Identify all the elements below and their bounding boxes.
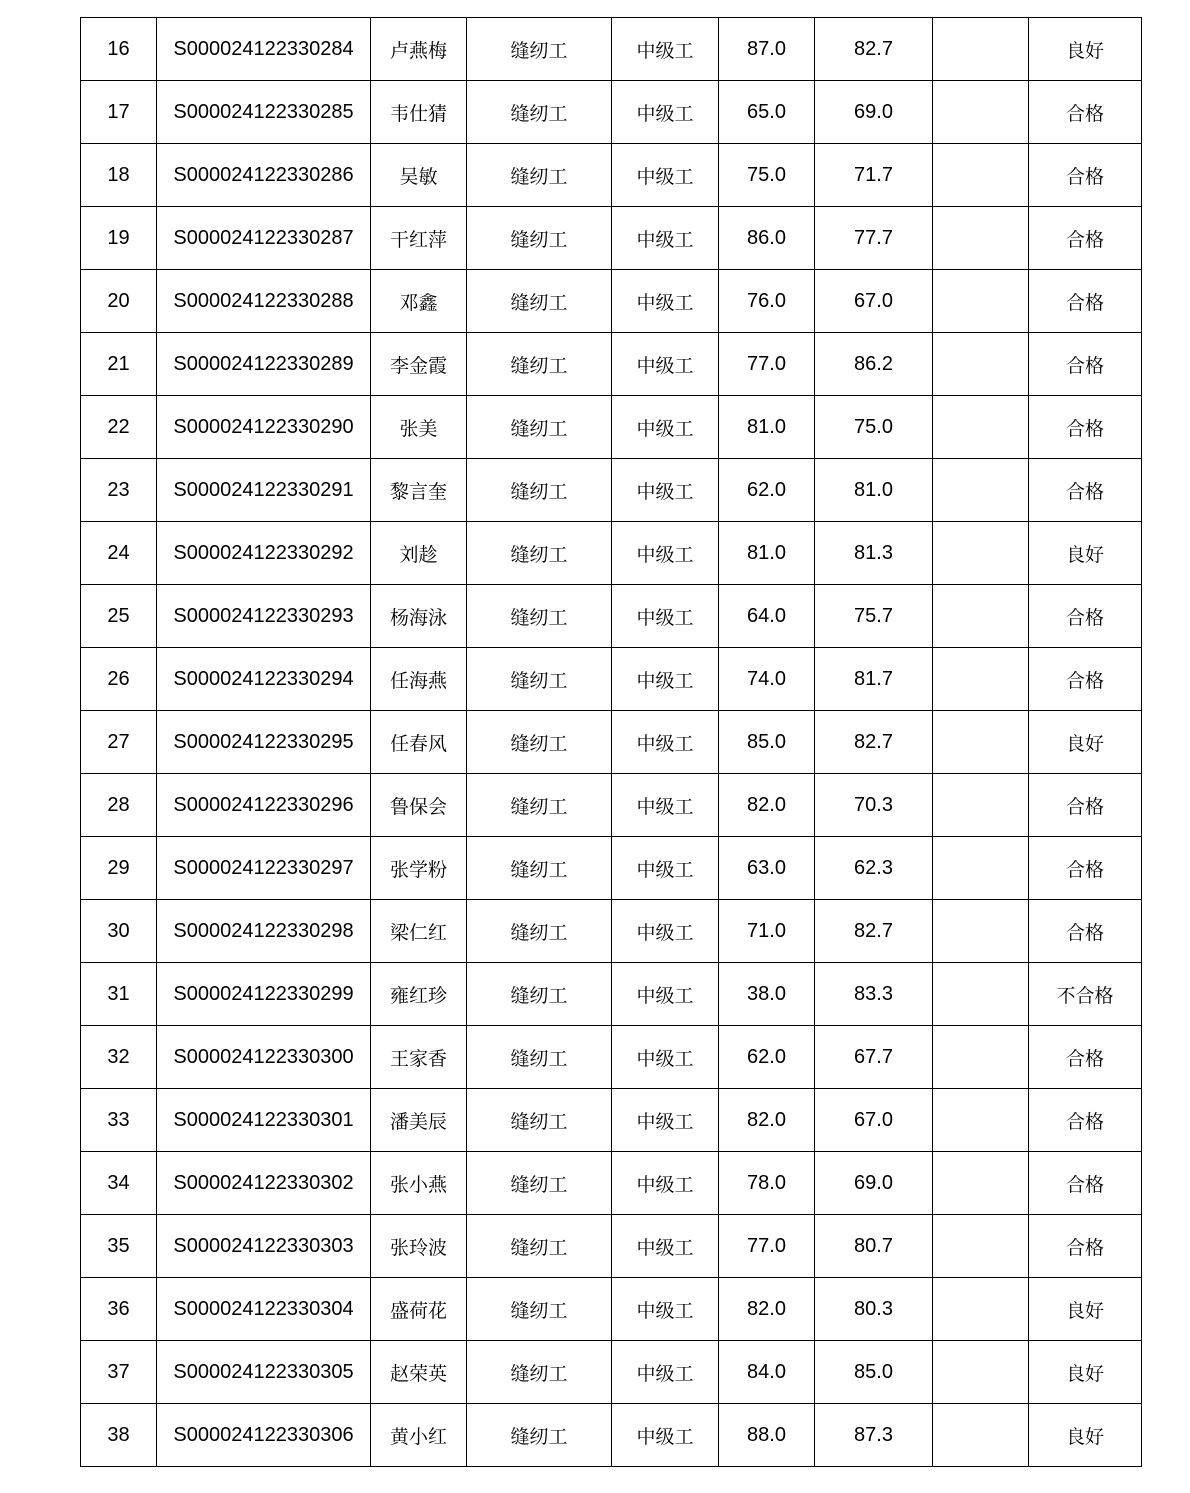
candidate-name-cell: 盛荷花 (371, 1278, 467, 1341)
row-number-cell: 18 (81, 144, 157, 207)
table-row (81, 585, 1142, 648)
table-row (81, 1341, 1142, 1404)
trade-cell: 缝纫工 (467, 1026, 612, 1089)
level-cell: 中级工 (612, 1152, 719, 1215)
row-number-cell: 32 (81, 1026, 157, 1089)
trade-cell: 缝纫工 (467, 144, 612, 207)
level-cell: 中级工 (612, 585, 719, 648)
trade-cell: 缝纫工 (467, 711, 612, 774)
blank-cell (933, 1278, 1029, 1341)
row-number-cell: 21 (81, 333, 157, 396)
table-row (81, 144, 1142, 207)
trade-cell: 缝纫工 (467, 1404, 612, 1467)
blank-cell (933, 81, 1029, 144)
theory-score-cell: 62.0 (719, 1026, 815, 1089)
level-cell: 中级工 (612, 459, 719, 522)
level-cell: 中级工 (612, 207, 719, 270)
candidate-id-cell: S000024122330287 (157, 207, 371, 270)
candidate-id-cell: S000024122330306 (157, 1404, 371, 1467)
trade-cell: 缝纫工 (467, 333, 612, 396)
row-number-cell: 26 (81, 648, 157, 711)
level-cell: 中级工 (612, 1278, 719, 1341)
theory-score-cell: 85.0 (719, 711, 815, 774)
candidate-id-cell: S000024122330295 (157, 711, 371, 774)
theory-score-cell: 87.0 (719, 18, 815, 81)
result-cell: 合格 (1029, 774, 1142, 837)
row-number-cell: 36 (81, 1278, 157, 1341)
table-row (81, 522, 1142, 585)
candidate-name-cell: 黄小红 (371, 1404, 467, 1467)
trade-cell: 缝纫工 (467, 1278, 612, 1341)
table-row (81, 270, 1142, 333)
candidate-id-cell: S000024122330284 (157, 18, 371, 81)
level-cell: 中级工 (612, 837, 719, 900)
theory-score-cell: 86.0 (719, 207, 815, 270)
result-cell: 合格 (1029, 1089, 1142, 1152)
blank-cell (933, 1026, 1029, 1089)
candidate-name-cell: 张小燕 (371, 1152, 467, 1215)
candidate-id-cell: S000024122330285 (157, 81, 371, 144)
candidate-id-cell: S000024122330301 (157, 1089, 371, 1152)
candidate-id-cell: S000024122330298 (157, 900, 371, 963)
candidate-name-cell: 梁仁红 (371, 900, 467, 963)
level-cell: 中级工 (612, 18, 719, 81)
theory-score-cell: 75.0 (719, 144, 815, 207)
result-cell: 合格 (1029, 333, 1142, 396)
level-cell: 中级工 (612, 648, 719, 711)
level-cell: 中级工 (612, 1089, 719, 1152)
table-row (81, 459, 1142, 522)
table-row (81, 1278, 1142, 1341)
table-row (81, 774, 1142, 837)
level-cell: 中级工 (612, 1341, 719, 1404)
trade-cell: 缝纫工 (467, 1089, 612, 1152)
blank-cell (933, 1215, 1029, 1278)
result-cell: 合格 (1029, 81, 1142, 144)
candidate-id-cell: S000024122330288 (157, 270, 371, 333)
theory-score-cell: 62.0 (719, 459, 815, 522)
row-number-cell: 25 (81, 585, 157, 648)
row-number-cell: 29 (81, 837, 157, 900)
candidate-name-cell: 刘趁 (371, 522, 467, 585)
table-row (81, 963, 1142, 1026)
candidate-name-cell: 赵荣英 (371, 1341, 467, 1404)
candidate-name-cell: 韦仕猜 (371, 81, 467, 144)
table-row (81, 711, 1142, 774)
table-row (81, 1404, 1142, 1467)
skill-score-cell: 82.7 (815, 711, 933, 774)
table-row (81, 18, 1142, 81)
theory-score-cell: 81.0 (719, 522, 815, 585)
skill-score-cell: 86.2 (815, 333, 933, 396)
candidate-name-cell: 张美 (371, 396, 467, 459)
trade-cell: 缝纫工 (467, 18, 612, 81)
candidate-name-cell: 吴敏 (371, 144, 467, 207)
trade-cell: 缝纫工 (467, 522, 612, 585)
result-cell: 合格 (1029, 144, 1142, 207)
row-number-cell: 23 (81, 459, 157, 522)
skill-score-cell: 70.3 (815, 774, 933, 837)
trade-cell: 缝纫工 (467, 81, 612, 144)
theory-score-cell: 84.0 (719, 1341, 815, 1404)
result-cell: 合格 (1029, 207, 1142, 270)
results-table (80, 17, 1142, 1467)
candidate-name-cell: 干红萍 (371, 207, 467, 270)
level-cell: 中级工 (612, 774, 719, 837)
candidate-id-cell: S000024122330299 (157, 963, 371, 1026)
result-cell: 合格 (1029, 270, 1142, 333)
skill-score-cell: 82.7 (815, 18, 933, 81)
blank-cell (933, 774, 1029, 837)
trade-cell: 缝纫工 (467, 207, 612, 270)
theory-score-cell: 38.0 (719, 963, 815, 1026)
table-row (81, 333, 1142, 396)
theory-score-cell: 71.0 (719, 900, 815, 963)
blank-cell (933, 837, 1029, 900)
candidate-name-cell: 邓鑫 (371, 270, 467, 333)
candidate-name-cell: 潘美辰 (371, 1089, 467, 1152)
trade-cell: 缝纫工 (467, 585, 612, 648)
candidate-id-cell: S000024122330296 (157, 774, 371, 837)
row-number-cell: 24 (81, 522, 157, 585)
row-number-cell: 33 (81, 1089, 157, 1152)
trade-cell: 缝纫工 (467, 774, 612, 837)
result-cell: 良好 (1029, 1404, 1142, 1467)
candidate-id-cell: S000024122330294 (157, 648, 371, 711)
blank-cell (933, 459, 1029, 522)
theory-score-cell: 74.0 (719, 648, 815, 711)
table-row (81, 81, 1142, 144)
skill-score-cell: 67.7 (815, 1026, 933, 1089)
candidate-name-cell: 王家香 (371, 1026, 467, 1089)
level-cell: 中级工 (612, 81, 719, 144)
trade-cell: 缝纫工 (467, 270, 612, 333)
theory-score-cell: 65.0 (719, 81, 815, 144)
row-number-cell: 16 (81, 18, 157, 81)
result-cell: 合格 (1029, 1152, 1142, 1215)
blank-cell (933, 900, 1029, 963)
level-cell: 中级工 (612, 963, 719, 1026)
blank-cell (933, 333, 1029, 396)
level-cell: 中级工 (612, 900, 719, 963)
skill-score-cell: 81.0 (815, 459, 933, 522)
candidate-name-cell: 卢燕梅 (371, 18, 467, 81)
blank-cell (933, 711, 1029, 774)
theory-score-cell: 82.0 (719, 774, 815, 837)
row-number-cell: 34 (81, 1152, 157, 1215)
level-cell: 中级工 (612, 396, 719, 459)
candidate-id-cell: S000024122330300 (157, 1026, 371, 1089)
blank-cell (933, 963, 1029, 1026)
theory-score-cell: 82.0 (719, 1278, 815, 1341)
blank-cell (933, 18, 1029, 81)
table-row (81, 648, 1142, 711)
table-row (81, 1026, 1142, 1089)
result-cell: 合格 (1029, 459, 1142, 522)
blank-cell (933, 270, 1029, 333)
level-cell: 中级工 (612, 711, 719, 774)
candidate-id-cell: S000024122330305 (157, 1341, 371, 1404)
theory-score-cell: 81.0 (719, 396, 815, 459)
candidate-name-cell: 鲁保会 (371, 774, 467, 837)
theory-score-cell: 77.0 (719, 1215, 815, 1278)
result-cell: 良好 (1029, 1278, 1142, 1341)
level-cell: 中级工 (612, 1215, 719, 1278)
skill-score-cell: 80.3 (815, 1278, 933, 1341)
skill-score-cell: 71.7 (815, 144, 933, 207)
table-row (81, 396, 1142, 459)
row-number-cell: 28 (81, 774, 157, 837)
skill-score-cell: 82.7 (815, 900, 933, 963)
result-cell: 合格 (1029, 396, 1142, 459)
candidate-id-cell: S000024122330292 (157, 522, 371, 585)
skill-score-cell: 75.0 (815, 396, 933, 459)
row-number-cell: 20 (81, 270, 157, 333)
candidate-id-cell: S000024122330303 (157, 1215, 371, 1278)
candidate-id-cell: S000024122330289 (157, 333, 371, 396)
trade-cell: 缝纫工 (467, 396, 612, 459)
level-cell: 中级工 (612, 144, 719, 207)
trade-cell: 缝纫工 (467, 837, 612, 900)
theory-score-cell: 77.0 (719, 333, 815, 396)
candidate-name-cell: 黎言奎 (371, 459, 467, 522)
blank-cell (933, 1152, 1029, 1215)
theory-score-cell: 64.0 (719, 585, 815, 648)
skill-score-cell: 80.7 (815, 1215, 933, 1278)
skill-score-cell: 75.7 (815, 585, 933, 648)
candidate-name-cell: 雍红珍 (371, 963, 467, 1026)
row-number-cell: 35 (81, 1215, 157, 1278)
row-number-cell: 37 (81, 1341, 157, 1404)
blank-cell (933, 1404, 1029, 1467)
theory-score-cell: 63.0 (719, 837, 815, 900)
result-cell: 良好 (1029, 1341, 1142, 1404)
trade-cell: 缝纫工 (467, 900, 612, 963)
candidate-name-cell: 张学粉 (371, 837, 467, 900)
trade-cell: 缝纫工 (467, 1341, 612, 1404)
skill-score-cell: 67.0 (815, 1089, 933, 1152)
candidate-name-cell: 任海燕 (371, 648, 467, 711)
candidate-name-cell: 杨海泳 (371, 585, 467, 648)
result-cell: 合格 (1029, 585, 1142, 648)
candidate-id-cell: S000024122330286 (157, 144, 371, 207)
table-row (81, 1089, 1142, 1152)
blank-cell (933, 522, 1029, 585)
level-cell: 中级工 (612, 333, 719, 396)
table-row (81, 900, 1142, 963)
theory-score-cell: 82.0 (719, 1089, 815, 1152)
trade-cell: 缝纫工 (467, 1152, 612, 1215)
result-cell: 合格 (1029, 648, 1142, 711)
result-cell: 合格 (1029, 837, 1142, 900)
skill-score-cell: 67.0 (815, 270, 933, 333)
skill-score-cell: 81.7 (815, 648, 933, 711)
theory-score-cell: 76.0 (719, 270, 815, 333)
skill-score-cell: 81.3 (815, 522, 933, 585)
theory-score-cell: 78.0 (719, 1152, 815, 1215)
candidate-id-cell: S000024122330304 (157, 1278, 371, 1341)
table-row (81, 837, 1142, 900)
skill-score-cell: 62.3 (815, 837, 933, 900)
trade-cell: 缝纫工 (467, 648, 612, 711)
row-number-cell: 19 (81, 207, 157, 270)
trade-cell: 缝纫工 (467, 963, 612, 1026)
blank-cell (933, 1089, 1029, 1152)
blank-cell (933, 144, 1029, 207)
blank-cell (933, 207, 1029, 270)
skill-score-cell: 87.3 (815, 1404, 933, 1467)
blank-cell (933, 1341, 1029, 1404)
row-number-cell: 27 (81, 711, 157, 774)
skill-score-cell: 69.0 (815, 81, 933, 144)
candidate-name-cell: 李金霞 (371, 333, 467, 396)
blank-cell (933, 648, 1029, 711)
candidate-name-cell: 任春风 (371, 711, 467, 774)
result-cell: 良好 (1029, 711, 1142, 774)
result-cell: 良好 (1029, 18, 1142, 81)
trade-cell: 缝纫工 (467, 1215, 612, 1278)
row-number-cell: 38 (81, 1404, 157, 1467)
row-number-cell: 30 (81, 900, 157, 963)
level-cell: 中级工 (612, 270, 719, 333)
skill-score-cell: 83.3 (815, 963, 933, 1026)
result-cell: 合格 (1029, 1215, 1142, 1278)
result-cell: 不合格 (1029, 963, 1142, 1026)
trade-cell: 缝纫工 (467, 459, 612, 522)
level-cell: 中级工 (612, 1026, 719, 1089)
result-cell: 合格 (1029, 900, 1142, 963)
result-cell: 良好 (1029, 522, 1142, 585)
row-number-cell: 31 (81, 963, 157, 1026)
candidate-id-cell: S000024122330293 (157, 585, 371, 648)
result-cell: 合格 (1029, 1026, 1142, 1089)
blank-cell (933, 585, 1029, 648)
theory-score-cell: 88.0 (719, 1404, 815, 1467)
skill-score-cell: 77.7 (815, 207, 933, 270)
level-cell: 中级工 (612, 522, 719, 585)
table-row (81, 1215, 1142, 1278)
row-number-cell: 22 (81, 396, 157, 459)
candidate-id-cell: S000024122330290 (157, 396, 371, 459)
candidate-id-cell: S000024122330302 (157, 1152, 371, 1215)
table-row (81, 1152, 1142, 1215)
table-row (81, 207, 1142, 270)
row-number-cell: 17 (81, 81, 157, 144)
candidate-id-cell: S000024122330291 (157, 459, 371, 522)
level-cell: 中级工 (612, 1404, 719, 1467)
candidate-name-cell: 张玲波 (371, 1215, 467, 1278)
candidate-id-cell: S000024122330297 (157, 837, 371, 900)
skill-score-cell: 85.0 (815, 1341, 933, 1404)
blank-cell (933, 396, 1029, 459)
table-body (81, 18, 1142, 1467)
skill-score-cell: 69.0 (815, 1152, 933, 1215)
